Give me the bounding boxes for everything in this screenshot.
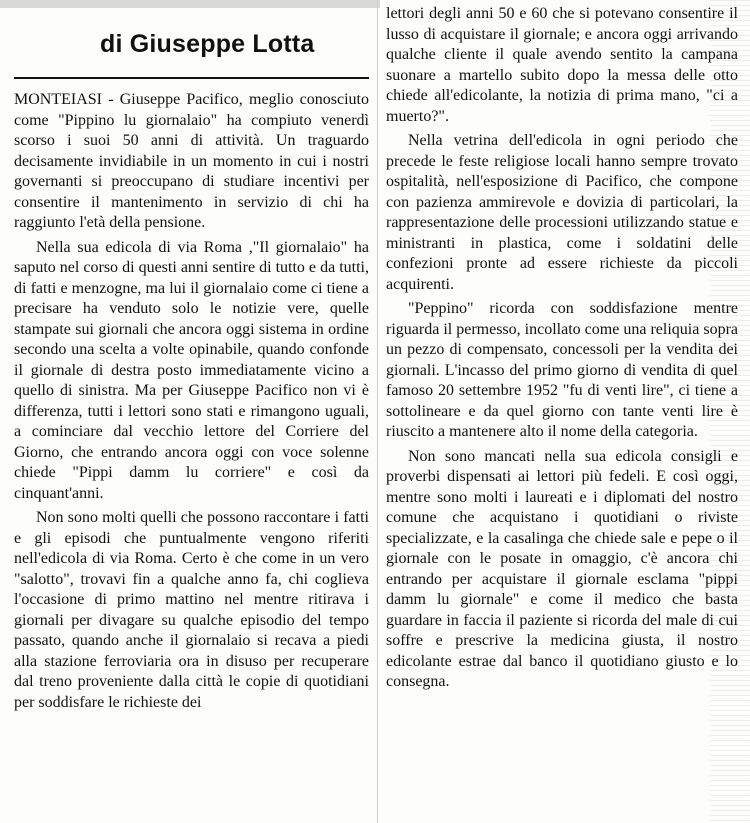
article-byline: di Giuseppe Lotta (100, 30, 315, 58)
column-separator (377, 0, 378, 823)
right-column (386, 4, 738, 693)
byline-rule (14, 77, 369, 79)
right-paragraph-1: lettori degli anni 50 e 60 che si potevano consentire il lusso di acquistare il giornale; e ancora oggi arrivando qualche cliente il quale avendo sentito la campana suonare a martello subito dopo la messa delle otto chiede all'edicolante, la notizia di prima mano, "ci a muerto?". (386, 5, 738, 125)
left-paragraph-3: Non sono molti quelli che possono raccontare i fatti e gli episodi che puntualmente vengono riferiti nell'edicola di via Roma. Certo è che come in un vero "salotto", trovavi fin a qualche anno fa, chi coglieva l'occasione di primo mattino nel mentre ritirava i giornali per divagare su qualche episodio del tempo passato, quando anche il giornalaio si recava a piedi alla stazione ferroviaria ora in disuso per recuperare dal treno proveniente dalla città le copie di quotidiani per soddisfare le richieste dei (14, 509, 369, 711)
clipping-top-edge (0, 0, 380, 8)
right-paragraph-4: Non sono mancati nella sua edicola consigli e proverbi dispensati ai lettori più fedeli. E così oggi, mentre sono molti i laureati e i diplomati del nostro comune che acquistano i quotidiani o riviste specializzate, e la casalinga che chiede sale e pepe o il giornale con le posate in omaggio, c'è ancora chi entrando per acquistare il giornale esclama "pippi damm lu giornale" e come il medico che basta guardare in faccia il paziente si ricorda del male di cui soffre e prescrive la medicina giusta, il nostro edicolante estrae dal banco il quotidiano giusto e lo consegna. (386, 447, 738, 690)
left-paragraph-1: MONTEIASI - Giuseppe Pacifico, meglio conosciuto come "Pippino lu giornalaio" ha compiuto venerdì scorso i suoi 50 anni di attività. Un traguardo decisamente invidiabile in un momento in cui i nostri governanti si preoccupano di studiare incentivi per consentire il mantenimento in servizio di chi ha raggiunto l'età della pensione. (14, 91, 369, 231)
right-paragraph-3: "Peppino" ricorda con soddisfazione mentre riguarda il permesso, incollato come una reliquia sopra un pezzo di compensato, concessoli per la vendita dei giornali. L'incasso del primo giorno di vendita di quel famoso 20 settembre 1952 "fu di venti lire", ci tiene a sottolineare e da quel giorno con tante venti lire è riuscito a mantenere alto il nome della categoria. (386, 300, 738, 440)
right-paragraph-2: Nella vetrina dell'edicola in ogni periodo che precede le feste religiose locali hanno sempre trovato ospitalità, nell'esposizione di Pacifico, che compone con pazienza ammirevole e dovizia di particolari, la rappresentazione delle processioni utilizzando statue e ministranti in plastica, come i soldatini delle confezioni pronte ad essere richieste da piccoli acquirenti. (386, 132, 738, 293)
left-paragraph-2: Nella sua edicola di via Roma ,"Il giornalaio" ha saputo nel corso di questi anni sentire di tutto e da tutti, di fatti e menzogne, ma lui il giornalaio come ci tiene a precisare ha venduto solo le notizie vere, quelle stampate sui giornali che ancora oggi sistema in ordine secondo una scelta a volte opinabile, quando confonde il giornale di destra posto immediatamente vicino a quello di sinistra. Ma per Giuseppe Pacifico non vi è differenza, tutti i lettori sono stati e rimangono uguali, a cominciare dal vecchio lettore del Corriere del Giorno, che entrando ancora oggi con voce solenne chiede "Pippi damm lu corriere" e così da cinquant'anni. (14, 238, 369, 502)
left-column (14, 90, 369, 713)
